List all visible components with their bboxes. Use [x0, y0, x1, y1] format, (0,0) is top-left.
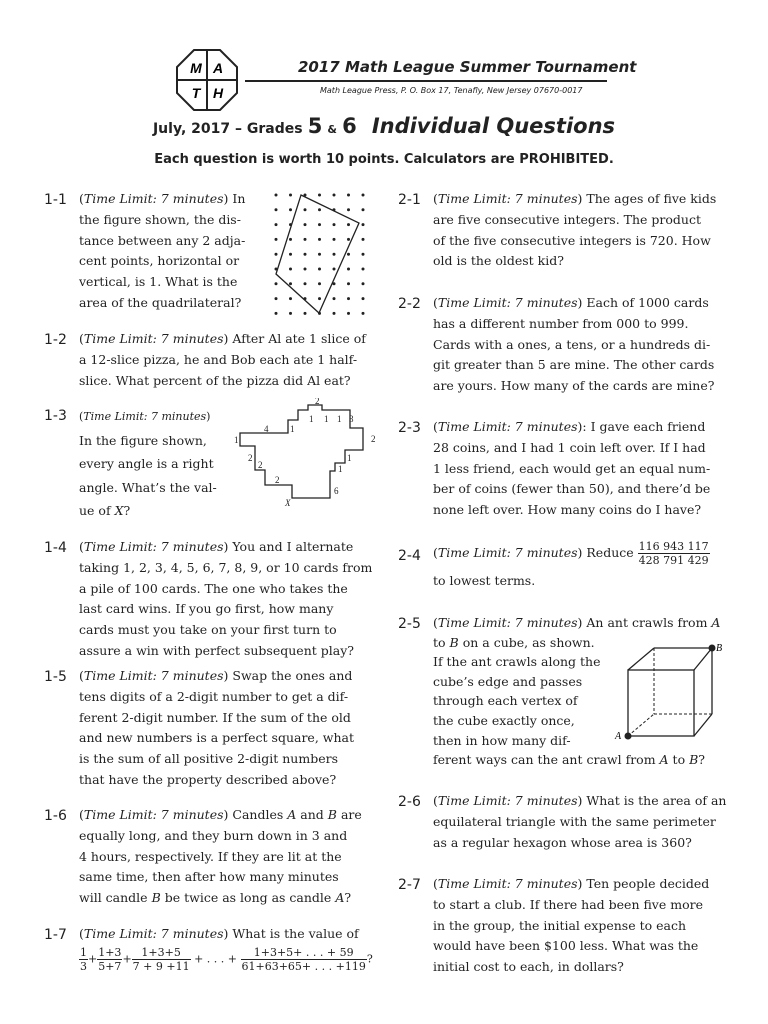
q1-3-line: every angle is a right: [79, 456, 214, 471]
q2-3-text: (Time Limit: 7 minutes): I gave each friend 28 coins, and I had 1 coin left over. If I had 1 less friend, each would get an equal num- ber of coins (fewer than 50), and there’d be none left over. How many coins do I have?: [433, 417, 733, 521]
time-limit: Time Limit: 7 minutes: [83, 331, 224, 346]
q1-1-line: vertical, is 1. What is the: [79, 274, 238, 290]
grid-dot: [333, 253, 336, 256]
grid-dot: [289, 297, 292, 300]
q1-6-word: will candle: [79, 890, 148, 906]
denominator: 428 791 429: [638, 554, 709, 567]
q1-7-number: 1-7: [44, 927, 67, 943]
title-main: Individual Questions: [371, 114, 616, 138]
q1-4-number: 1-4: [44, 540, 67, 556]
numerator: 1+3+5+ . . . + 59: [241, 946, 367, 960]
q2-2-text: (Time Limit: 7 minutes) Each of 1000 cards has a different number from 000 to 999. Cards with a ones, a tens, or a hundreds di- git greater than 5 are mine. The other cards are yours. How many of the cards are mine?: [433, 293, 733, 397]
q1-7-qmark: ?: [366, 952, 373, 966]
time-limit: Time Limit: 7 minutes: [83, 926, 224, 941]
q2-6-number: 2-6: [398, 794, 421, 810]
q2-4-number: 2-4: [398, 548, 421, 564]
denominator: 61+63+65+ . . . +119: [241, 960, 366, 973]
fig-label-x: X: [285, 498, 291, 508]
q2-7-number: 2-7: [398, 877, 421, 893]
q1-1-text: (Time Limit: 7 minutes) In the figure shown, the dis- tance between any 2 adja- cent points, horizontal or vertical, is 1. What is the area of the quadrilateral?: [79, 189, 269, 314]
grid-dot: [362, 223, 365, 226]
grid-dot: [347, 282, 350, 285]
q2-6-line: as a regular hexagon whose area is 360?: [433, 834, 692, 850]
grid-dot: [318, 238, 321, 241]
dot-grid-quadrilateral-figure: [268, 188, 378, 318]
time-limit: Time Limit: 7 minutes: [437, 545, 578, 560]
q2-7-line: initial cost to each, in dollars?: [433, 959, 624, 975]
logo-letter-m: M: [190, 60, 202, 76]
grid-dot: [304, 208, 307, 211]
q1-1-line: tance between any 2 adja-: [79, 232, 246, 248]
grid-dot: [362, 282, 365, 285]
grid-dot: [362, 268, 365, 271]
q1-5-line: Swap the ones and: [232, 668, 353, 683]
q2-5-line: then in how many dif-: [433, 732, 571, 748]
q1-6-word: and: [300, 807, 324, 822]
fraction: [241, 946, 367, 973]
q1-1-number: 1-1: [44, 192, 67, 208]
grid-dot: [362, 312, 365, 315]
grid-dot: [275, 282, 278, 285]
time-limit: Time Limit: 7 minutes: [83, 410, 207, 423]
q2-2-line: has a different number from 000 to 999.: [433, 315, 689, 331]
grid-dot: [347, 223, 350, 226]
fig-label: 1: [324, 414, 329, 424]
numerator: 1+3: [98, 946, 122, 959]
q1-6-var: A: [287, 807, 297, 822]
q1-4-line: a pile of 100 cards. The one who takes the: [79, 580, 348, 596]
vertex-a-dot: [625, 733, 632, 740]
q2-6-text: (Time Limit: 7 minutes) What is the area of an equilateral triangle with the same perimeter as a regular hexagon whose area is 360?: [433, 791, 733, 853]
grid-dot: [362, 238, 365, 241]
q2-6-line: equilateral triangle with the same perimeter: [433, 813, 716, 829]
q2-5-number: 2-5: [398, 616, 421, 632]
fraction: [638, 540, 710, 567]
q2-7-line: to start a club. If there had been five more: [433, 896, 703, 912]
grid-dot: [333, 223, 336, 226]
q2-5-word: to: [672, 752, 686, 768]
q2-5-line: cube’s edge and passes: [433, 673, 583, 689]
grid-dot: [347, 253, 350, 256]
q2-2-line: Each of 1000 cards: [586, 295, 709, 310]
header-rule: [245, 80, 607, 82]
math-league-logo: [175, 48, 239, 112]
grid-dot: [318, 282, 321, 285]
q1-5-line: is the sum of all positive 2-digit numbers: [79, 751, 338, 767]
grid-dot: [333, 268, 336, 271]
time-limit: Time Limit: 7 minutes: [83, 668, 224, 683]
grid-dot: [304, 282, 307, 285]
grid-dot: [362, 194, 365, 197]
cube-label-b: B: [716, 643, 723, 654]
numerator: 116 943 117: [638, 540, 709, 553]
q2-2-line: Cards with a ones, a tens, or a hundreds di-: [433, 336, 711, 352]
q1-2-line: After Al ate 1 slice of: [232, 331, 366, 346]
q1-6-text: (Time Limit: 7 minutes) Candles A and B are equally long, and they burn down in 3 and 4 hours, respectively. If they are lit at the same time, then after how many minutes will candle B be twice as long as candle A?: [79, 805, 379, 909]
q1-6-line: same time, then after how many minutes: [79, 869, 339, 885]
q2-4-line: Reduce: [586, 545, 634, 560]
grid-dot: [333, 312, 336, 315]
grid-dot: [318, 268, 321, 271]
time-limit: Time Limit: 7 minutes: [83, 807, 224, 822]
time-limit: Time Limit: 7 minutes: [437, 615, 578, 630]
q1-7-text: (Time Limit: 7 minutes) What is the value of: [79, 926, 359, 941]
q2-5-text: (Time Limit: 7 minutes) An ant crawls from A to B on a cube, as shown. If the ant crawls along the cube’s edge and passes through each vertex of the cube exactly once, then in how many dif- ferent ways can the ant crawl from A to B?: [433, 613, 733, 770]
ellipsis: . . .: [206, 952, 225, 966]
q2-2-line: are yours. How many of the cards are mine?: [433, 378, 715, 394]
q1-5-line: tens digits of a 2-digit number to get a dif-: [79, 688, 349, 704]
denominator: 3: [80, 960, 87, 973]
q2-2-number: 2-2: [398, 296, 421, 312]
q1-3-qmark: ?: [123, 503, 131, 518]
q1-1-line: the figure shown, the dis-: [79, 211, 241, 227]
q1-6-number: 1-6: [44, 808, 67, 824]
logo-letter-t: T: [191, 85, 201, 101]
q1-2-line: a 12-slice pizza, he and Bob each ate 1 half-: [79, 351, 358, 367]
q2-3-line: : I gave each friend: [582, 419, 706, 434]
q2-1-line: old is the oldest kid?: [433, 253, 564, 269]
header-title: 2017 Math League Summer Tournament: [298, 58, 637, 76]
time-limit: Time Limit: 7 minutes: [437, 419, 578, 434]
q2-3-line: 1 less friend, each would get an equal num-: [433, 460, 711, 476]
grid-dot: [347, 297, 350, 300]
q2-5-line: through each vertex of: [433, 693, 578, 709]
grid-dot: [318, 297, 321, 300]
fig-label: 3: [349, 414, 354, 424]
q1-4-line: last card wins. If you go first, how many: [79, 601, 334, 617]
grid-dot: [318, 194, 321, 197]
q1-6-var: B: [327, 807, 337, 822]
grid-dot: [304, 268, 307, 271]
q1-6-word: Candles: [232, 807, 284, 822]
q2-4-text: (Time Limit: 7 minutes) Reduce $\frac{116 943 117}{428 791 429}$ to lowest terms.: [433, 540, 733, 592]
q2-5-var: B: [449, 634, 459, 650]
grid-dot: [289, 253, 292, 256]
q2-1-text: (Time Limit: 7 minutes) The ages of five kids are five consecutive integers. The product of the five consecutive integers is 720. How old is the oldest kid?: [433, 189, 733, 272]
grid-dot: [289, 194, 292, 197]
grid-dot: [275, 312, 278, 315]
grid-dot: [304, 312, 307, 315]
grid-dot: [289, 268, 292, 271]
q2-5-word: on a cube, as shown.: [462, 634, 595, 650]
numerator: 1: [80, 946, 87, 959]
logo-letter-h: H: [212, 85, 224, 101]
grid-dot: [304, 223, 307, 226]
q1-2-text: (Time Limit: 7 minutes) After Al ate 1 slice of a 12-slice pizza, he and Bob each ate 1 half- slice. What percent of the pizza did Al eat?: [79, 329, 379, 391]
fig-label: 2: [315, 398, 320, 406]
fig-label: 1: [309, 414, 314, 424]
cube-figure: [606, 638, 736, 744]
grid-dot: [362, 253, 365, 256]
grid-dot: [289, 282, 292, 285]
fig-label: 2: [371, 434, 376, 444]
q1-6-word: be twice as long as candle: [164, 890, 332, 906]
q2-7-text: (Time Limit: 7 minutes) Ten people decided to start a club. If there had been five more in the group, the initial expense to each would have been $100 less. What was the initial cost to each, in dollars?: [433, 874, 733, 978]
q1-5-line: and new numbers is a perfect square, what: [79, 730, 354, 746]
q1-5-number: 1-5: [44, 669, 67, 685]
q2-5-word: An ant crawls from: [586, 615, 708, 630]
numerator: 1+3+5: [132, 946, 191, 960]
q1-4-line: assure a win with perfect subsequent play?: [79, 642, 354, 658]
fig-label: 1: [337, 414, 342, 424]
grid-dot: [304, 238, 307, 241]
q1-4-line: You and I alternate: [232, 539, 354, 554]
grid-dot: [275, 223, 278, 226]
q1-3-line: In the figure shown,: [79, 432, 207, 448]
q2-1-line: of the five consecutive integers is 720. How: [433, 232, 711, 248]
grid-dot: [289, 238, 292, 241]
grid-dot: [333, 297, 336, 300]
q1-6-var: A: [335, 890, 345, 906]
q1-1-line: area of the quadrilateral?: [79, 294, 242, 310]
title-grade-b: 6: [342, 114, 357, 138]
q2-1-line: The ages of five kids: [586, 191, 717, 206]
grid-dot: [318, 253, 321, 256]
time-limit: Time Limit: 7 minutes: [437, 793, 578, 808]
q1-4-line: taking 1, 2, 3, 4, 5, 6, 7, 8, 9, or 10 cards from: [79, 559, 373, 575]
q2-3-line: none left over. How many coins do I have?: [433, 502, 702, 518]
fraction: [132, 946, 191, 973]
q1-3-line: ue of: [79, 503, 111, 518]
denominator: 5+7: [98, 960, 122, 973]
fraction: [97, 946, 122, 973]
q2-6-line: What is the area of an: [586, 793, 727, 808]
q2-5-qmark: ?: [698, 752, 705, 768]
grid-dot: [304, 253, 307, 256]
grid-dot: [347, 238, 350, 241]
fraction: [79, 946, 88, 973]
time-limit: Time Limit: 7 minutes: [437, 876, 578, 891]
time-limit: Time Limit: 7 minutes: [83, 539, 224, 554]
time-limit: Time Limit: 7 minutes: [437, 295, 578, 310]
q2-5-var: B: [689, 752, 699, 768]
fig-label: 4: [264, 424, 269, 434]
fig-label: 1: [234, 435, 239, 445]
q2-2-line: git greater than 5 are mine. The other cards: [433, 357, 715, 373]
denominator: 7 + 9 +11: [132, 960, 190, 973]
grid-dot: [275, 238, 278, 241]
q1-2-number: 1-2: [44, 332, 67, 348]
q1-5-line: ferent 2-digit number. If the sum of the old: [79, 709, 351, 725]
q1-4-line: cards must you take on your first turn to: [79, 622, 337, 638]
q1-2-line: slice. What percent of the pizza did Al eat?: [79, 372, 351, 388]
grid-dot: [347, 268, 350, 271]
q2-3-line: 28 coins, and I had 1 coin left over. If I had: [433, 439, 706, 455]
fig-label: 2: [275, 475, 280, 485]
fig-label: 1: [347, 453, 352, 463]
header-address: Math League Press, P. O. Box 17, Tenafly, New Jersey 07670-0017: [320, 86, 583, 95]
title-amp: &: [327, 123, 337, 136]
time-limit: Time Limit: 7 minutes: [83, 191, 224, 206]
cube-label-a: A: [615, 731, 622, 742]
q1-3-text: (Time Limit: 7 minutes) In the figure shown, every angle is a right angle. What’s the val- ue of X?: [79, 405, 229, 523]
grid-dot: [318, 223, 321, 226]
fig-label: 2: [248, 453, 253, 463]
grid-dot: [318, 208, 321, 211]
fig-label: 2: [258, 460, 263, 470]
q1-6-qmark: ?: [344, 890, 352, 906]
q2-4-line: to lowest terms.: [433, 573, 536, 588]
fig-label: 6: [334, 486, 339, 496]
grid-dot: [275, 208, 278, 211]
vertex-b-dot: [709, 645, 716, 652]
grid-dot: [275, 297, 278, 300]
q2-5-line: the cube exactly once,: [433, 712, 575, 728]
grid-dot: [289, 312, 292, 315]
q2-3-number: 2-3: [398, 420, 421, 436]
q1-3-line: angle. What’s the val-: [79, 479, 217, 495]
q1-1-line: In: [232, 191, 246, 206]
q2-1-line: are five consecutive integers. The product: [433, 211, 702, 227]
q2-5-word: to: [433, 634, 446, 650]
q1-6-var: B: [151, 890, 161, 906]
q2-5-var: A: [659, 752, 669, 768]
right-angle-polygon-figure: [230, 398, 380, 513]
grid-dot: [289, 208, 292, 211]
q2-5-line: If the ant crawls along the: [433, 654, 601, 670]
grid-dot: [362, 208, 365, 211]
grid-dot: [275, 194, 278, 197]
q2-3-line: ber of coins (fewer than 50), and there’d be: [433, 481, 711, 497]
q2-1-number: 2-1: [398, 192, 421, 208]
title-date: July, 2017 – Grades: [152, 121, 303, 137]
page-title: [0, 114, 768, 138]
grid-dot: [275, 253, 278, 256]
grid-dot: [347, 312, 350, 315]
q2-5-word: ferent ways can the ant crawl from: [433, 752, 656, 768]
q1-6-line: 4 hours, respectively. If they are lit at the: [79, 848, 342, 864]
q1-5-text: (Time Limit: 7 minutes) Swap the ones and tens digits of a 2-digit number to get a dif- ferent 2-digit number. If the sum of the old and new numbers is a perfect square, what is the sum of all positive 2-digit numbers that have the property described above?: [79, 666, 379, 791]
grid-dot: [362, 297, 365, 300]
q2-7-line: would have been $100 less. What was the: [433, 938, 699, 954]
q2-7-line: Ten people decided: [586, 876, 710, 891]
q1-7-line: What is the value of: [232, 926, 359, 941]
title-grade-a: 5: [307, 114, 323, 138]
q1-3-number: 1-3: [44, 408, 67, 424]
q1-4-text: (Time Limit: 7 minutes) You and I alternate taking 1, 2, 3, 4, 5, 6, 7, 8, 9, or 10 cards from a pile of 100 cards. The one who takes the last card wins. If you go first, how many cards must you take on your first turn to assure a win with perfect subsequent play?: [79, 537, 379, 662]
q1-6-word: are: [340, 807, 362, 822]
time-limit: Time Limit: 7 minutes: [437, 191, 578, 206]
fig-label: 1: [338, 464, 343, 474]
q1-6-line: equally long, and they burn down in 3 and: [79, 827, 348, 843]
grid-dot: [347, 208, 350, 211]
grid-dot: [347, 194, 350, 197]
q2-5-var: A: [711, 615, 721, 630]
q1-1-line: cent points, horizontal or: [79, 253, 240, 269]
logo-letter-a: A: [212, 60, 224, 76]
q2-7-line: in the group, the initial expense to each: [433, 917, 687, 933]
grid-dot: [333, 238, 336, 241]
page-subtitle: Each question is worth 10 points. Calculators are PROHIBITED.: [154, 152, 614, 167]
q1-3-var-x: X: [114, 503, 124, 518]
q1-7-expression: $\frac{1}{3}$ + $\frac{1+3}{5+7}$ + $\frac{1+3+5}{7 + 9 +11}$ + . . . + $\frac{1+3+5+ . . . + 59}{61+63+65+ . . . +119}$ ?: [80, 946, 373, 973]
fig-label: 1: [290, 424, 295, 434]
grid-dot: [333, 194, 336, 197]
q1-5-line: that have the property described above?: [79, 771, 337, 787]
